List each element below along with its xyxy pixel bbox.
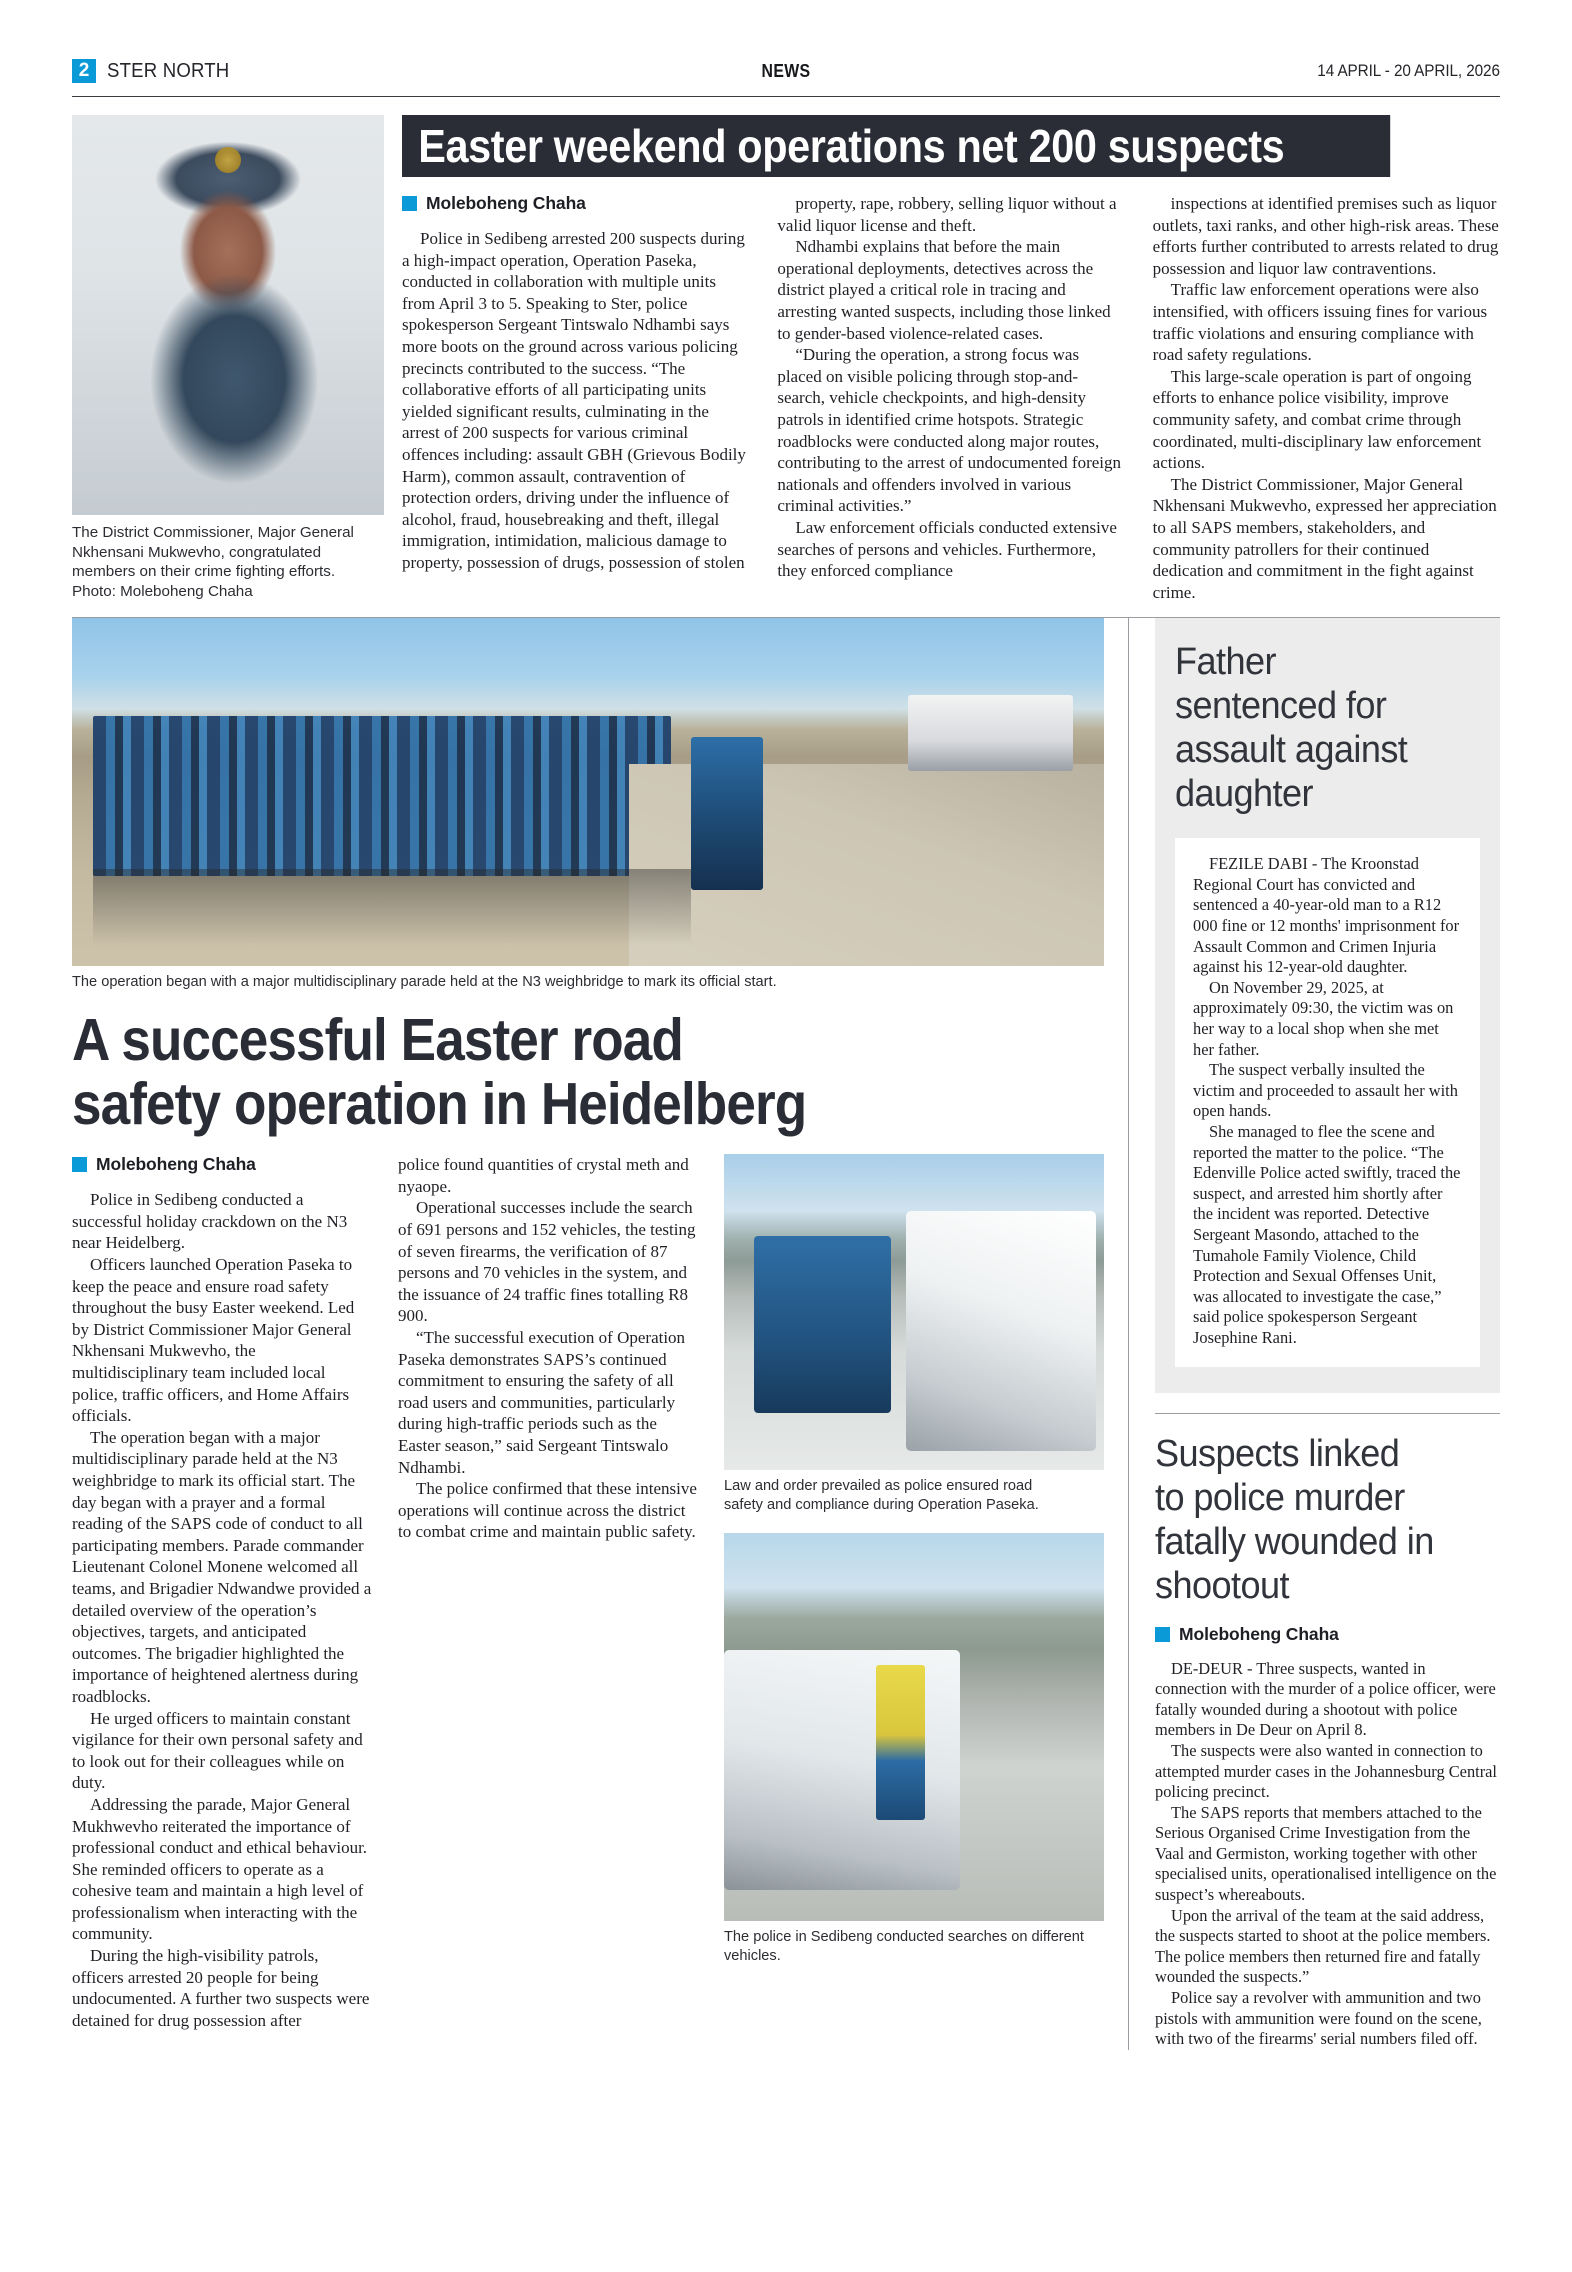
- paragraph: The suspects were also wanted in connection to attempted murder cases in the Johannesburg Central policing precinct.: [1155, 1740, 1497, 1802]
- top-story-text-2: [777, 193, 1124, 582]
- issue-date: 14 APRIL - 20 APRIL, 2026: [1317, 61, 1500, 80]
- paragraph: The District Commissioner, Major General Nkhensani Mukwevho, expressed her appreciation to all SAPS members, stakeholders, and community patrollers for their continued dedication and commitment in the fight against crime.: [1152, 474, 1497, 602]
- paragraph: Ndhambi explains that before the main operational deployments, detectives across the district played a critical role in tracing and arresting wanted suspects, including those linked to gender-based violence-related cases.: [777, 237, 1111, 343]
- paragraph: Police in Sedibeng arrested 200 suspects during a high-impact operation, Operation Paseka, conducted in collaboration with multiple units from April 3 to 5. Speaking to Ster, police spokesperson Sergeant Tintswalo Ndhambi says more boots on the ground across various policing precincts contributed to the success. “The collaborative efforts of all participating units yielded significant results, culminating in the arrest of 200 suspects for various criminal offences including: assault GBH (Grievous Bodily Harm), common assault, contravention of protection orders, driving under the influence of alcohol, fraud, housebreaking and theft, illegal immigration, intimidation, malicious damage to property, possession of drugs, possession of stolen: [402, 229, 746, 572]
- second-story-column-2: [398, 1154, 698, 2031]
- caption-line-2: Nkhensani Mukwevho, congratulated: [72, 543, 322, 561]
- parade-photo: [72, 618, 1104, 966]
- rail-story-1-headline: [1175, 640, 1465, 816]
- paragraph: The SAPS reports that members attached to the Serious Organised Crime Investigation from the Vaal and Germiston, working together with other specialised units, operationalised intelligence on the suspect’s whereabouts.: [1155, 1802, 1497, 1905]
- paragraph: During the high-visibility patrols, officers arrested 20 people for being undocumented. A further two suspects were detained for drug possession after: [72, 1946, 370, 2030]
- second-story-columns: [72, 1154, 1104, 2031]
- section-label: NEWS: [761, 60, 811, 81]
- paragraph: “The successful execution of Operation Paseka demonstrates SAPS’s continued commitment to ensuring the safety of all road users and communities, particularly during high-traffic periods such as the Easter season,” said Sergeant Tintswalo Ndhambi.: [398, 1328, 686, 1477]
- paragraph: Police in Sedibeng conducted a successful holiday crackdown on the N3 near Heidelberg.: [72, 1190, 348, 1253]
- paragraph: Law enforcement officials conducted extensive searches of persons and vehicles. Furthermore, they enforced compliance: [777, 517, 1117, 581]
- caption-line-3: members on their crime fighting efforts.: [72, 563, 336, 580]
- rail-story-2-byline-name: Moleboheng Chaha: [1179, 1623, 1339, 1644]
- paragraph: police found quantities of crystal meth and nyaope.: [398, 1155, 689, 1196]
- paragraph: The operation began with a major multidisciplinary parade held at the N3 weighbridge to mark its official start. The day began with a prayer and a formal reading of the SAPS code of conduct to all participating members. Parade commander Lieutenant Colonel Monene welcomed all teams, and Brigadier Ndwandwe provided a detailed overview of the operation’s objectives, targets, and anticipated outcomes. The brigadier highlighted the importance of heightened alertness during roadblocks.: [72, 1427, 372, 1706]
- headline-line-1: Father: [1175, 641, 1276, 684]
- byline-bullet-icon: [402, 196, 417, 211]
- commissioner-photo: [72, 115, 384, 515]
- rail-story-2-byline: [1155, 1624, 1500, 1645]
- second-story-text-1: [72, 1189, 372, 2031]
- caption-line-2: safety and compliance during Operation Paseka.: [724, 1497, 1039, 1514]
- headline-line-2: to police murder: [1155, 1476, 1405, 1519]
- paragraph: Operational successes include the search of 691 persons and 152 vehicles, the testing of seven firearms, the verification of 87 persons and 70 vehicles in the system, and the issuance of 24 traffic fines totalling R8 900.: [398, 1198, 696, 1326]
- paragraph: Officers launched Operation Paseka to keep the peace and ensure road safety throughout the busy Easter weekend. Led by District Commissioner Major General Nkhensani Mukwevho, the multidisciplinary team included local police, traffic officers, and Home Affairs officials.: [72, 1255, 355, 1426]
- headline-line-4: shootout: [1155, 1564, 1289, 1607]
- rail-story-2-body: [1155, 1659, 1500, 2050]
- rail-story-1-body: [1175, 838, 1480, 1366]
- publication-name: STER NORTH: [107, 59, 230, 82]
- headline-line-1: Suspects linked: [1155, 1432, 1400, 1475]
- masthead: [72, 48, 1500, 94]
- caption-line-1: The District Commissioner, Major General: [72, 524, 354, 541]
- top-story-text-1: [402, 228, 749, 574]
- paragraph: DE-DEUR - Three suspects, wanted in connection with the murder of a police officer, were fatally wounded during a shootout with police members in De Deur on April 8.: [1155, 1658, 1496, 1740]
- headline-line-1: A successful Easter road: [72, 1007, 683, 1074]
- paragraph: The police confirmed that these intensive operations will continue across the district to combat crime and maintain public safety.: [398, 1479, 697, 1542]
- paragraph: She managed to flee the scene and reported the matter to the police. “The Edenville Police acted swiftly, traced the suspect, and arrested him shortly after the incident was reported. Detective Sergeant Masondo, attached to the Tumahole Family Violence, Child Protection and Sexual Offenses Unit, was allocated to investigate the case,” said police spokesperson Sergeant Josephine Rani.: [1193, 1122, 1461, 1347]
- second-story-byline-name: Moleboheng Chaha: [96, 1154, 256, 1175]
- paragraph: “During the operation, a strong focus was placed on visible policing through stop-and-search, vehicle checkpoints, and high-density patrols in identified crime hotspots. Strategic roadblocks were conducted along major routes, contributing to the arrest of undocumented foreign nationals and offenders involved in various criminal activities.”: [777, 345, 1122, 516]
- crash-scene-photo: [724, 1154, 1104, 1470]
- paragraph: Upon the arrival of the team at the said address, the suspects started to shoot at the police members. The police members then returned fire and fatally wounded the suspects.”: [1155, 1905, 1491, 1987]
- top-story-text-3: [1153, 193, 1500, 603]
- paragraph: Traffic law enforcement operations were also intensified, with officers issuing fines for various traffic violations and ensuring compliance with road safety regulations.: [1152, 280, 1488, 365]
- parade-photo-caption: The operation began with a major multidisciplinary parade held at the N3 weighbridge to mark its official start.: [72, 974, 777, 991]
- top-story-columns: [402, 193, 1500, 603]
- paragraph: Police say a revolver with ammunition and two pistols with ammunition were found on the scene, with two of the firearms' serial numbers filed off.: [1155, 1988, 1482, 2049]
- page-number: 2: [72, 59, 96, 83]
- paragraph: inspections at identified premises such as liquor outlets, taxi ranks, and other high-risk areas. These efforts further contributed to arrests related to drug possession and liquor law contraventions.: [1152, 194, 1499, 278]
- newspaper-page: [0, 48, 1572, 2272]
- second-story-photo-column: [724, 1154, 1104, 2031]
- second-story-headline: [72, 1008, 1001, 1136]
- top-story-column-1: [402, 193, 749, 603]
- second-story-byline: [72, 1154, 372, 1175]
- headline-line-4: daughter: [1175, 773, 1313, 816]
- headline-line-2: sentenced for: [1175, 685, 1387, 728]
- paragraph: This large-scale operation is part of ongoing efforts to enhance police visibility, improve community safety, and combat crime through coordinated, multi-disciplinary law enforcement actions.: [1152, 366, 1482, 473]
- caption-line-1: Law and order prevailed as police ensured road: [724, 1478, 1033, 1495]
- vehicle-search-photo: [724, 1533, 1104, 1921]
- second-story-text-2: [398, 1154, 698, 1543]
- top-story-headline: Easter weekend operations net 200 suspects: [402, 115, 1390, 177]
- left-zone: [72, 618, 1128, 2050]
- paragraph: He urged officers to maintain constant vigilance for their own personal safety and to look out for their colleagues while on duty.: [72, 1708, 363, 1793]
- second-story-column-1: [72, 1154, 372, 2031]
- byline-bullet-icon: [1155, 1627, 1170, 1642]
- rail-story-2: [1155, 1432, 1500, 2050]
- paragraph: FEZILE DABI - The Kroonstad Regional Court has convicted and sentenced a 40-year-old man to a R12 000 fine or 12 months' imprisonment for Assault Common and Crimen Injuria against his 12-year-old daughter.: [1193, 854, 1460, 977]
- paragraph: On November 29, 2025, at approximately 09:30, the victim was on her way to a local shop when she met her father.: [1193, 977, 1454, 1059]
- headline-line-2: safety operation in Heidelberg: [72, 1071, 807, 1138]
- top-story-column-2: [777, 193, 1124, 603]
- parade-vehicle: [908, 695, 1073, 772]
- top-story-byline-name: Moleboheng Chaha: [426, 193, 586, 213]
- paragraph: The suspect verbally insulted the victim and proceeded to assault her with open hands.: [1193, 1060, 1458, 1121]
- rail-divider: [1155, 1413, 1500, 1414]
- commissioner-photo-caption: [72, 523, 384, 601]
- commissioner-photo-column: [72, 115, 384, 603]
- main-content-area: [72, 618, 1500, 2050]
- masthead-rule: [72, 96, 1500, 97]
- top-story-content: [384, 115, 1500, 603]
- paragraph: Addressing the parade, Major General Mukhwevho reiterated the importance of professional conduct and ethical behaviour. She reminded officers to operate as a cohesive team and maintain a high level of professionalism when interacting with the community.: [72, 1794, 368, 1944]
- top-story-byline: [402, 193, 749, 214]
- parade-officer: [691, 737, 763, 890]
- right-rail: [1128, 618, 1500, 2050]
- top-story: [72, 115, 1500, 603]
- rail-story-2-headline: [1155, 1432, 1483, 1608]
- crash-photo-caption: [724, 1477, 1104, 1515]
- paragraph: property, rape, robbery, selling liquor without a valid liquor license and theft.: [777, 194, 1117, 235]
- rail-story-1: [1155, 618, 1500, 1392]
- byline-bullet-icon: [72, 1157, 87, 1172]
- headline-line-3: assault against: [1175, 729, 1408, 772]
- headline-line-3: fatally wounded in: [1155, 1520, 1434, 1563]
- top-story-column-3: [1153, 193, 1500, 603]
- caption-line-4: Photo: Moleboheng Chaha: [72, 582, 253, 600]
- vehicle-search-caption: The police in Sedibeng conducted searches on different vehicles.: [724, 1929, 1084, 1965]
